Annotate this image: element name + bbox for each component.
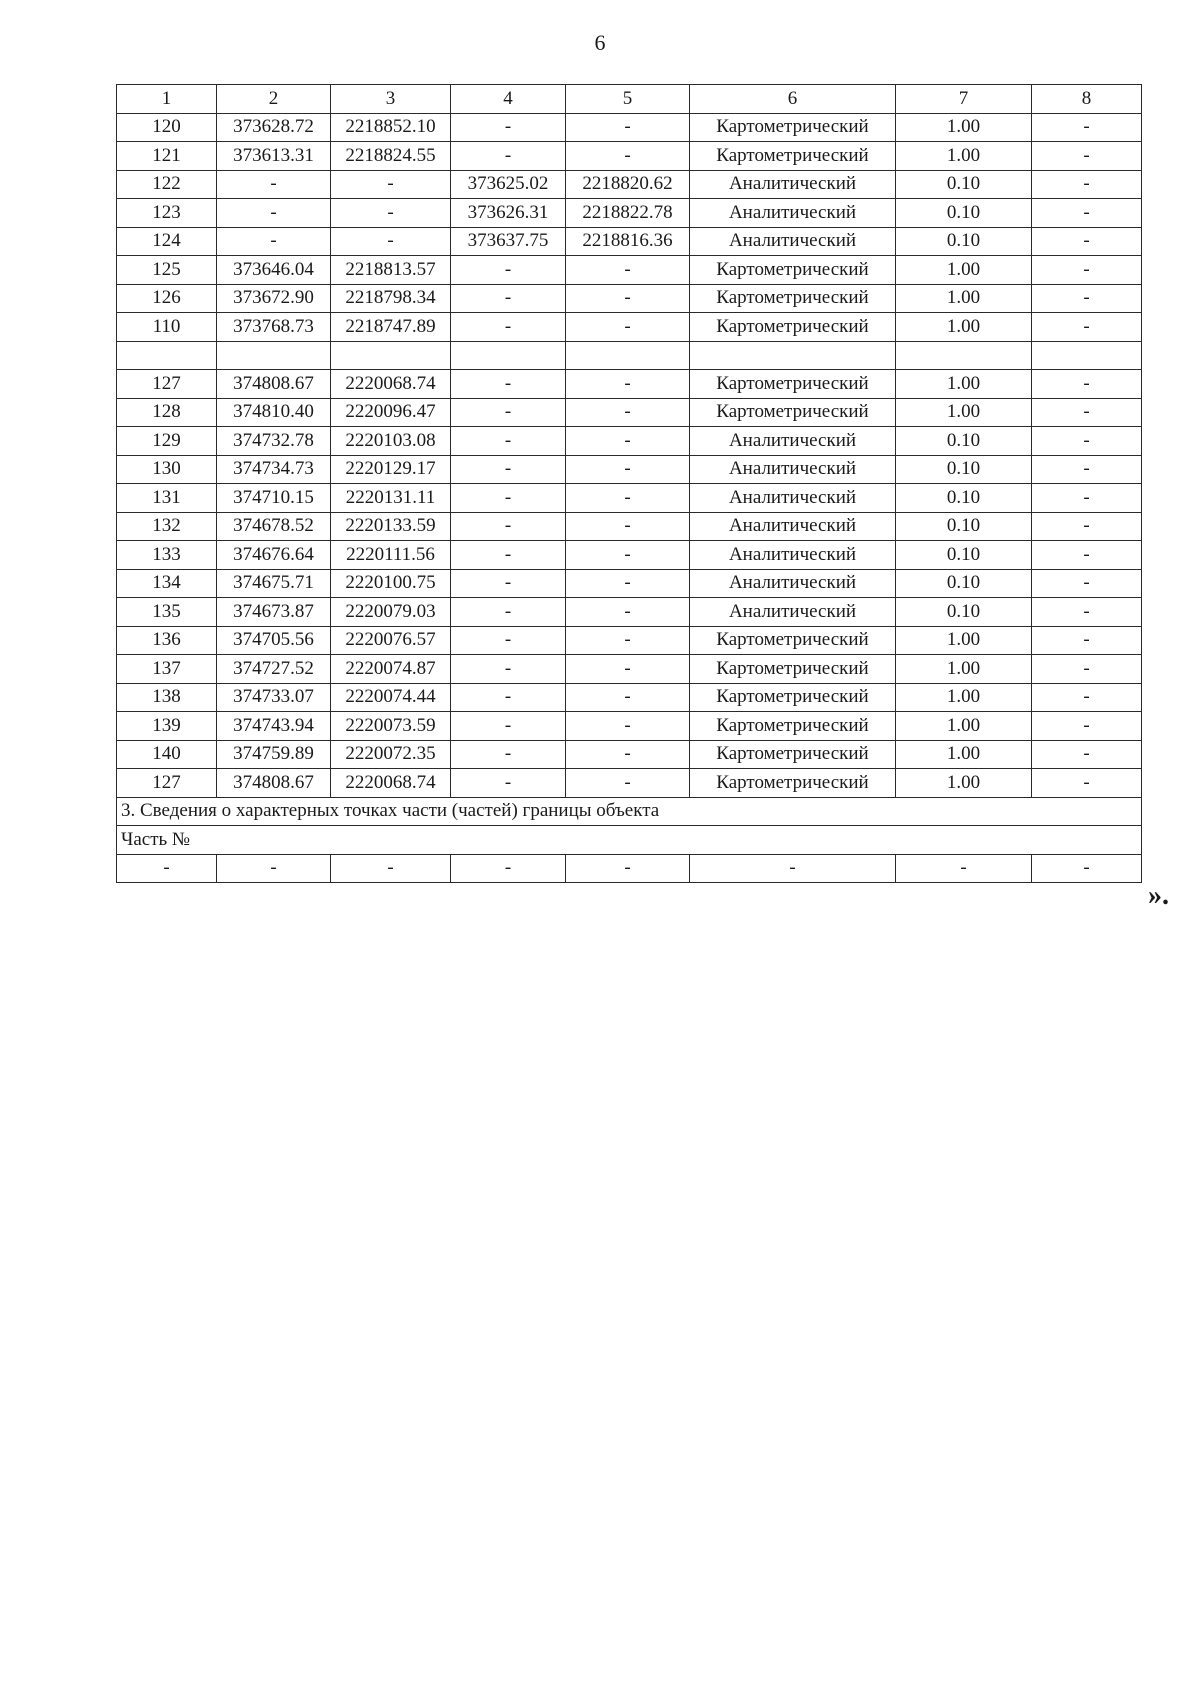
table-cell: - (896, 854, 1032, 883)
table-cell: Аналитический (690, 569, 896, 598)
table-cell: 2220073.59 (331, 712, 451, 741)
table-cell: - (1032, 683, 1142, 712)
table-cell: 374705.56 (217, 626, 331, 655)
table-cell: Картометрический (690, 284, 896, 313)
table-cell: Аналитический (690, 455, 896, 484)
table-cell: - (217, 227, 331, 256)
table-cell: - (331, 227, 451, 256)
table-cell: - (451, 113, 566, 142)
table-cell: - (566, 512, 690, 541)
table-cell: 374732.78 (217, 427, 331, 456)
table-cell: 2220111.56 (331, 541, 451, 570)
table-cell: 138 (117, 683, 217, 712)
table-cell: - (566, 455, 690, 484)
column-header: 8 (1032, 85, 1142, 114)
table-cell: 2218820.62 (566, 170, 690, 199)
table-cell: - (1032, 170, 1142, 199)
table-cell: 1.00 (896, 370, 1032, 399)
table-row (117, 398, 1142, 427)
table-cell: - (566, 541, 690, 570)
table-row (117, 740, 1142, 769)
table-cell: - (451, 484, 566, 513)
table-cell: 0.10 (896, 199, 1032, 228)
table-cell: Картометрический (690, 712, 896, 741)
table-cell: - (1032, 370, 1142, 399)
table-cell: 373613.31 (217, 142, 331, 171)
table-cell: - (451, 598, 566, 627)
table-cell: 124 (117, 227, 217, 256)
table-cell: Картометрический (690, 683, 896, 712)
table-cell: 374734.73 (217, 455, 331, 484)
table-cell: Аналитический (690, 427, 896, 456)
table-cell: - (451, 512, 566, 541)
column-header: 7 (896, 85, 1032, 114)
table-cell: - (566, 854, 690, 883)
table-cell: - (1032, 484, 1142, 513)
table-cell: - (331, 199, 451, 228)
table-cell: - (566, 370, 690, 399)
table-cell: 373768.73 (217, 313, 331, 342)
table-cell: - (451, 655, 566, 684)
table-cell: 2220100.75 (331, 569, 451, 598)
table-cell: - (566, 484, 690, 513)
column-header: 2 (217, 85, 331, 114)
table-row (117, 256, 1142, 285)
table-row (117, 284, 1142, 313)
table-cell: - (566, 569, 690, 598)
table-cell: Картометрический (690, 142, 896, 171)
table-cell: Картометрический (690, 113, 896, 142)
table-cell: Картометрический (690, 256, 896, 285)
table-cell: 1.00 (896, 256, 1032, 285)
table-cell: - (1032, 398, 1142, 427)
table-cell: - (566, 655, 690, 684)
table-cell: 373628.72 (217, 113, 331, 142)
table-cell: 2218816.36 (566, 227, 690, 256)
table-cell: 0.10 (896, 427, 1032, 456)
table-cell: - (451, 455, 566, 484)
table-cell: - (566, 398, 690, 427)
table-cell: - (566, 113, 690, 142)
table-cell: 2220103.08 (331, 427, 451, 456)
table-cell: - (566, 626, 690, 655)
table-cell: - (451, 541, 566, 570)
table-cell: 374808.67 (217, 370, 331, 399)
table-cell: - (451, 683, 566, 712)
table-cell: - (217, 170, 331, 199)
table-cell: - (566, 427, 690, 456)
table-cell: 373646.04 (217, 256, 331, 285)
column-header: 1 (117, 85, 217, 114)
table-row (117, 142, 1142, 171)
table-cell (451, 341, 566, 370)
table-cell: 127 (117, 370, 217, 399)
table-cell: 128 (117, 398, 217, 427)
table-cell: Картометрический (690, 655, 896, 684)
table-cell: Картометрический (690, 313, 896, 342)
table-row (117, 712, 1142, 741)
table-row (117, 199, 1142, 228)
table-cell: 1.00 (896, 626, 1032, 655)
table-cell: 374710.15 (217, 484, 331, 513)
part-label: Часть № (117, 826, 1142, 855)
table-cell: - (1032, 256, 1142, 285)
table-cell: - (566, 142, 690, 171)
table-row (117, 227, 1142, 256)
table-cell: - (451, 712, 566, 741)
table-row (117, 455, 1142, 484)
coordinates-table (116, 84, 1142, 883)
table-cell: Аналитический (690, 598, 896, 627)
table-cell: - (1032, 455, 1142, 484)
table-row (117, 484, 1142, 513)
table-cell: 137 (117, 655, 217, 684)
table-row (117, 113, 1142, 142)
table-cell: - (566, 712, 690, 741)
table-cell: - (1032, 313, 1142, 342)
section-title: 3. Сведения о характерных точках части (частей) границы объекта (117, 797, 1142, 826)
table-row (117, 427, 1142, 456)
table-cell: Аналитический (690, 199, 896, 228)
table-cell: 136 (117, 626, 217, 655)
column-header: 3 (331, 85, 451, 114)
table-cell: - (1032, 854, 1142, 883)
table-cell: 0.10 (896, 227, 1032, 256)
table-cell: - (566, 598, 690, 627)
table-cell: - (217, 199, 331, 228)
table-cell: 0.10 (896, 484, 1032, 513)
table-cell: - (1032, 284, 1142, 313)
table-cell: 0.10 (896, 541, 1032, 570)
table-cell: 1.00 (896, 769, 1032, 798)
table-cell: Аналитический (690, 541, 896, 570)
page-number: 6 (594, 30, 606, 55)
table-cell: 0.10 (896, 569, 1032, 598)
table-cell: - (451, 626, 566, 655)
table-cell: 1.00 (896, 712, 1032, 741)
table-cell: - (451, 769, 566, 798)
column-header: 5 (566, 85, 690, 114)
table-cell: 129 (117, 427, 217, 456)
table-cell: 127 (117, 769, 217, 798)
table-cell: - (1032, 512, 1142, 541)
table-cell: - (1032, 113, 1142, 142)
table-cell: Картометрический (690, 398, 896, 427)
table-cell: 374673.87 (217, 598, 331, 627)
table-cell (690, 341, 896, 370)
table-cell: 1.00 (896, 284, 1032, 313)
table-row (117, 370, 1142, 399)
table-cell: 373625.02 (451, 170, 566, 199)
table-cell: - (566, 284, 690, 313)
table-cell: 2220076.57 (331, 626, 451, 655)
table-cell: 2220072.35 (331, 740, 451, 769)
closing-quote: ». (1148, 880, 1169, 911)
table-cell: 374810.40 (217, 398, 331, 427)
table-cell: - (451, 370, 566, 399)
table-cell: - (1032, 626, 1142, 655)
table-cell: 1.00 (896, 683, 1032, 712)
table-cell: 2220133.59 (331, 512, 451, 541)
table-cell: 373626.31 (451, 199, 566, 228)
table-cell: 1.00 (896, 142, 1032, 171)
table-cell: 1.00 (896, 740, 1032, 769)
table-header-row (117, 85, 1142, 114)
table-cell: 374727.52 (217, 655, 331, 684)
table-cell: 2218822.78 (566, 199, 690, 228)
table-cell: - (451, 854, 566, 883)
table-cell: 374808.67 (217, 769, 331, 798)
table-cell: 130 (117, 455, 217, 484)
table-cell: 1.00 (896, 655, 1032, 684)
table-cell (331, 341, 451, 370)
column-header: 4 (451, 85, 566, 114)
table-row (117, 598, 1142, 627)
table-row (117, 683, 1142, 712)
table-cell: 133 (117, 541, 217, 570)
table-cell: 374743.94 (217, 712, 331, 741)
table-row (117, 170, 1142, 199)
table-cell: 2218852.10 (331, 113, 451, 142)
table-cell: 2220079.03 (331, 598, 451, 627)
table-cell: 2220129.17 (331, 455, 451, 484)
table-cell: 1.00 (896, 113, 1032, 142)
table-cell: - (1032, 427, 1142, 456)
table-cell (896, 341, 1032, 370)
table-cell: Картометрический (690, 769, 896, 798)
table-cell: 0.10 (896, 598, 1032, 627)
table-cell: - (566, 683, 690, 712)
table-cell: 2218813.57 (331, 256, 451, 285)
table-cell: 122 (117, 170, 217, 199)
table-cell: - (451, 398, 566, 427)
table-cell: Аналитический (690, 170, 896, 199)
table-cell: - (451, 740, 566, 769)
table-cell: Картометрический (690, 626, 896, 655)
table-cell: 135 (117, 598, 217, 627)
table-cell: 120 (117, 113, 217, 142)
table-cell: 2218798.34 (331, 284, 451, 313)
table-cell: 2218824.55 (331, 142, 451, 171)
table-cell: - (451, 256, 566, 285)
table-cell: Картометрический (690, 370, 896, 399)
table-cell: Аналитический (690, 484, 896, 513)
table-cell: 373672.90 (217, 284, 331, 313)
table-cell: 0.10 (896, 170, 1032, 199)
section-title-row (117, 797, 1142, 826)
table-cell (217, 341, 331, 370)
empty-part-row (117, 854, 1142, 883)
table-cell: 140 (117, 740, 217, 769)
table-cell: 374676.64 (217, 541, 331, 570)
table-cell: 126 (117, 284, 217, 313)
table-cell: - (451, 313, 566, 342)
table-cell: 0.10 (896, 512, 1032, 541)
table-cell: 125 (117, 256, 217, 285)
table-cell: 1.00 (896, 398, 1032, 427)
table-cell: - (1032, 227, 1142, 256)
table-row (117, 655, 1142, 684)
table-cell: - (1032, 598, 1142, 627)
table-cell: 374733.07 (217, 683, 331, 712)
table-cell: Картометрический (690, 740, 896, 769)
table-cell: - (690, 854, 896, 883)
table-row (117, 541, 1142, 570)
table-row (117, 569, 1142, 598)
table-cell: - (451, 569, 566, 598)
table-cell: 2220068.74 (331, 769, 451, 798)
table-cell: - (117, 854, 217, 883)
table-cell: - (451, 427, 566, 456)
table-cell: - (1032, 712, 1142, 741)
table-row (117, 313, 1142, 342)
table-cell: - (1032, 769, 1142, 798)
table-cell: 131 (117, 484, 217, 513)
table-cell: 134 (117, 569, 217, 598)
table-cell: - (1032, 142, 1142, 171)
table-cell (566, 341, 690, 370)
table-cell: 374675.71 (217, 569, 331, 598)
table-cell: 1.00 (896, 313, 1032, 342)
table-cell: Аналитический (690, 512, 896, 541)
table-cell: 121 (117, 142, 217, 171)
table-row (117, 626, 1142, 655)
table-cell: 123 (117, 199, 217, 228)
table-cell: - (451, 142, 566, 171)
table-cell: - (566, 769, 690, 798)
table-row (117, 769, 1142, 798)
table-cell (1032, 341, 1142, 370)
table-cell: - (1032, 569, 1142, 598)
table-cell: 139 (117, 712, 217, 741)
table-cell: - (217, 854, 331, 883)
table-row (117, 512, 1142, 541)
table-cell: - (1032, 199, 1142, 228)
table-cell: 2220074.87 (331, 655, 451, 684)
table-cell: 110 (117, 313, 217, 342)
table-cell: - (1032, 541, 1142, 570)
table-cell: Аналитический (690, 227, 896, 256)
table-cell: 2220074.44 (331, 683, 451, 712)
table-cell: - (331, 854, 451, 883)
table-cell: - (566, 256, 690, 285)
table-cell: 132 (117, 512, 217, 541)
table-cell: 374678.52 (217, 512, 331, 541)
table-cell: 0.10 (896, 455, 1032, 484)
table-cell: 374759.89 (217, 740, 331, 769)
table-cell: 2220096.47 (331, 398, 451, 427)
part-label-row (117, 826, 1142, 855)
table-cell: - (1032, 740, 1142, 769)
table-cell: - (451, 284, 566, 313)
table-cell: 2220131.11 (331, 484, 451, 513)
table-cell: - (1032, 655, 1142, 684)
table-cell: - (331, 170, 451, 199)
table-cell: 2220068.74 (331, 370, 451, 399)
column-header: 6 (690, 85, 896, 114)
table-cell (117, 341, 217, 370)
table-row (117, 341, 1142, 370)
table-cell: 373637.75 (451, 227, 566, 256)
table-cell: 2218747.89 (331, 313, 451, 342)
table-cell: - (566, 313, 690, 342)
table-cell: - (566, 740, 690, 769)
